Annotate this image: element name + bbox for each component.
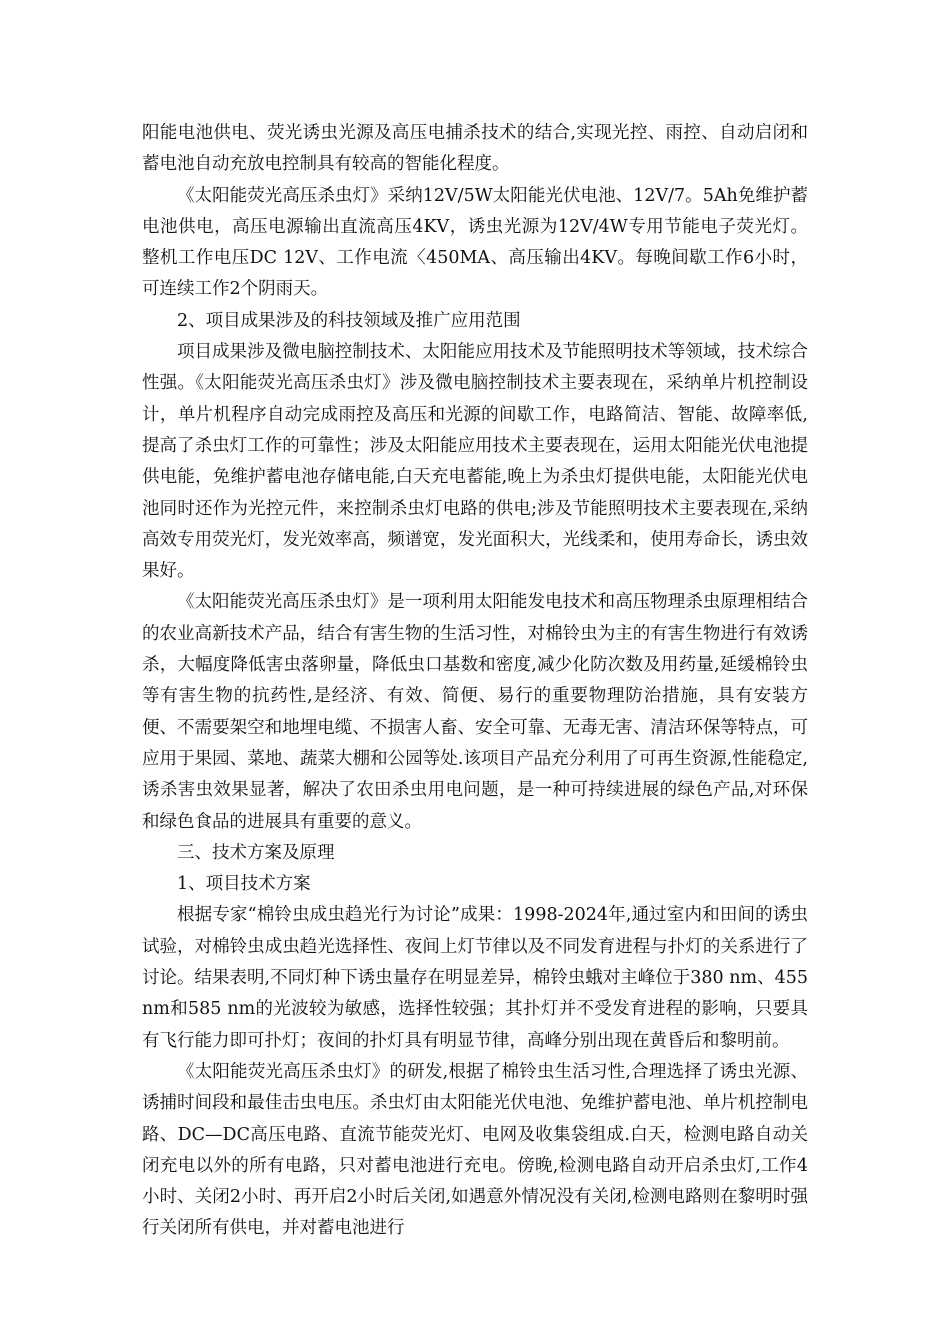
section-heading-tech-fields: 2、项目成果涉及的科技领域及推广应用范围 [177, 310, 521, 331]
document-body [142, 118, 808, 1245]
paragraph-development: 《太阳能荧光高压杀虫灯》的研发,根据了棉铃虫生活习性,合理选择了诱虫光源、诱捕时间段和最佳击虫电压。杀虫灯由太阳能光伏电池、免维护蓄电池、单片机控制电路、DC—DC高压电路、直流节能荧光灯、电网及收集袋组成.白天，检测电路自动关闭充电以外的所有电路，只对蓄电池进行充电。傍晚,检测电路自动开启杀虫灯,工作4小时、关闭2小时、再开启2小时后关闭,如遇意外情况没有关闭,检测电路则在黎明时强行关闭所有供电，并对蓄电池进行 [142, 1061, 808, 1239]
paragraph-tech-fields: 项目成果涉及微电脑控制技术、太阳能应用技术及节能照明技术等领域，技术综合性强。《太阳能荧光高压杀虫灯》涉及微电脑控制技术主要表现在，采纳单片机控制设计，单片机程序自动完成雨控及高压和光源的间歇工作，电路简洁、智能、故障率低,提高了杀虫灯工作的可靠性；涉及太阳能应用技术主要表现在，运用太阳能光伏电池提供电能，免维护蓄电池存储电能,白天充电蓄能,晚上为杀虫灯提供电能，太阳能光伏电池同时还作为光控元件，来控制杀虫灯电路的供电;涉及节能照明技术主要表现在,采纳高效专用荧光灯，发光效率高，频谱宽，发光面积大，光线柔和，使用寿命长，诱虫效果好。 [142, 342, 808, 582]
paragraph-specs: 《太阳能荧光高压杀虫灯》采纳12V/5W太阳能光伏电池、12V/7。5Ah免维护蓄电池供电，高压电源输出直流高压4KV，诱虫光源为12V/4W专用节能电子荧光灯。整机工作电压DC 12V、工作电流〈450MA、高压输出4KV。每晚间歇工作6小时，可连续工作2个阴雨天。 [142, 185, 808, 300]
paragraph-research-results: 根据专家“棉铃虫成虫趋光行为讨论”成果：1998-2024年,通过室内和田间的诱虫试验，对棉铃虫成虫趋光选择性、夜间上灯节律以及不同发育进程与扑灯的关系进行了讨论。结果表明,不同灯种下诱虫量存在明显差异，棉铃虫蛾对主峰位于380 nm、455 nm和585 nm的光波较为敏感，选择性较强；其扑灯并不受发育进程的影响，只要具有飞行能力即可扑灯；夜间的扑灯具有明显节律，高峰分别出现在黄昏后和黎明前。 [142, 905, 808, 1051]
paragraph-product-description: 《太阳能荧光高压杀虫灯》是一项利用太阳能发电技术和高压物理杀虫原理相结合的农业高新技术产品，结合有害生物的生活习性，对棉铃虫为主的有害生物进行有效诱杀，大幅度降低害虫落卵量，降低虫口基数和密度,减少化防次数及用药量,延缓棉铃虫等有害生物的抗药性,是经济、有效、简便、易行的重要物理防治措施，具有安装方便、不需要架空和地埋电缆、不损害人畜、安全可靠、无毒无害、清洁环保等特点，可应用于果园、菜地、蔬菜大棚和公园等处.该项目产品充分利用了可再生资源,性能稳定,诱杀害虫效果显著，解决了农田杀虫用电问题，是一种可持续进展的绿色产品,对环保和绿色食品的进展具有重要的意义。 [142, 592, 808, 832]
section-heading-technical-plan: 三、技术方案及原理 [177, 842, 335, 863]
paragraph-continuation: 阳能电池供电、荧光诱虫光源及高压电捕杀技术的结合,实现光控、雨控、自动启闭和蓄电池自动充放电控制具有较高的智能化程度。 [142, 123, 808, 175]
subsection-heading-project-plan: 1、项目技术方案 [177, 874, 311, 895]
